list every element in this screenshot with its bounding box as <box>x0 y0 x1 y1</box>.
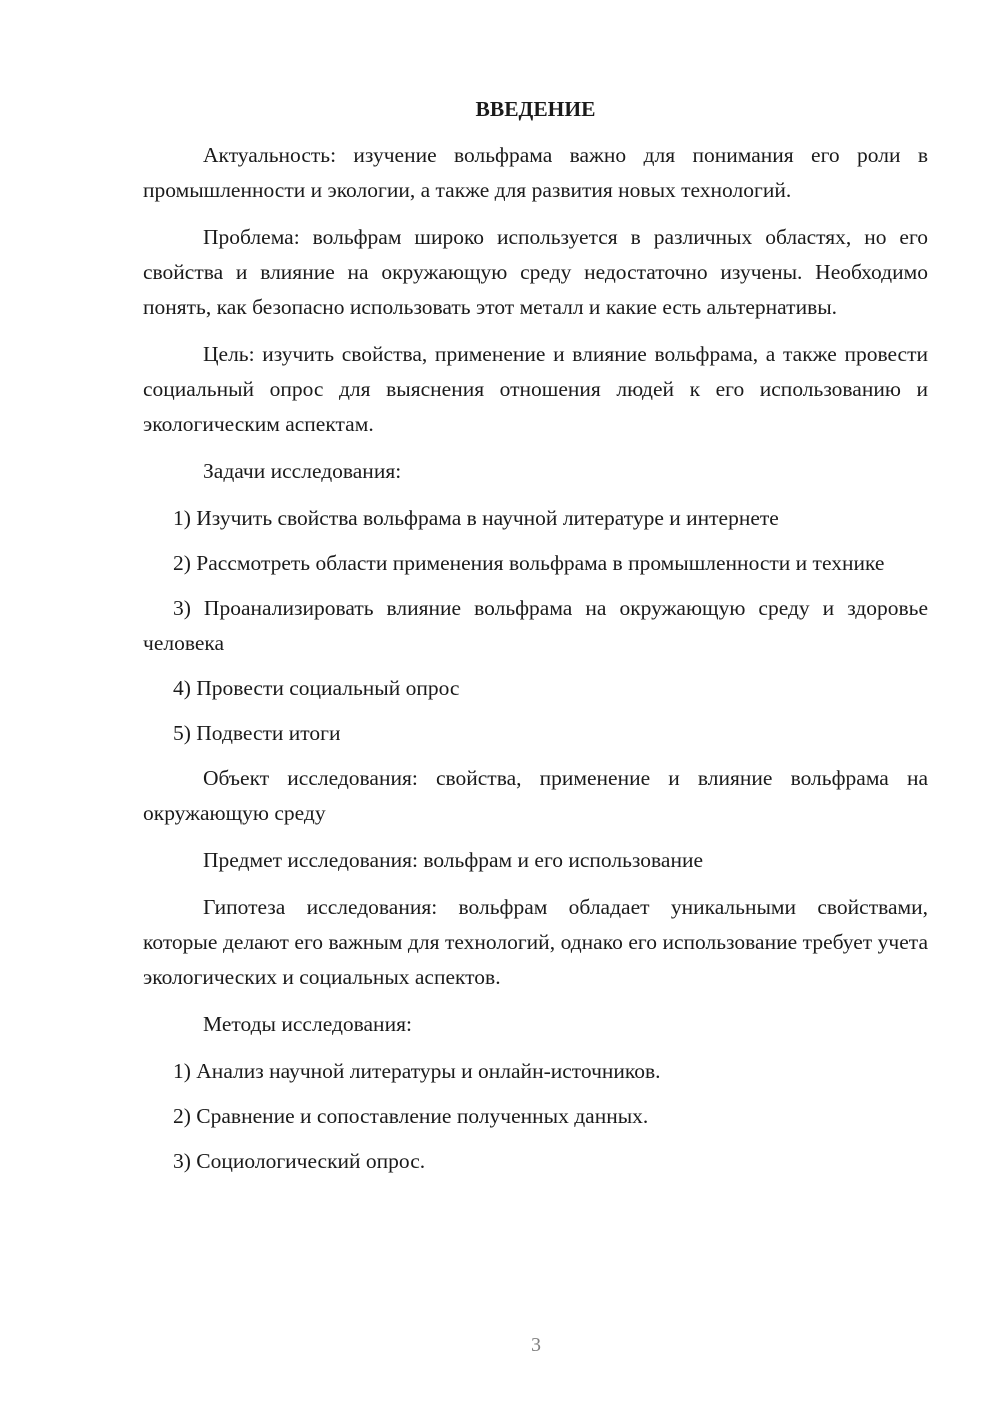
task-item: 2) Рассмотреть области применения вольфрама в промышленности и технике <box>173 551 885 575</box>
object-paragraph: Объект исследования: свойства, применение и влияние вольфрама на окружающую среду <box>143 766 928 825</box>
problem-paragraph: Проблема: вольфрам широко используется в различных областях, но его свойства и влияние на окружающую среду недостаточно изучены. Необходимо понять, как безопасно использовать этот металл и какие есть альтернативы. <box>143 225 928 319</box>
tasks-heading: Задачи исследования: <box>203 459 402 483</box>
document-body <box>143 92 928 1189</box>
method-item: 1) Анализ научной литературы и онлайн-источников. <box>173 1059 661 1083</box>
task-item: 4) Провести социальный опрос <box>173 676 460 700</box>
methods-heading: Методы исследования: <box>203 1012 412 1036</box>
relevance-paragraph: Актуальность: изучение вольфрама важно для понимания его роли в промышленности и экологии, а также для развития новых технологий. <box>143 143 928 202</box>
goal-paragraph: Цель: изучить свойства, применение и влияние вольфрама, а также провести социальный опрос для выяснения отношения людей к его использованию и экологическим аспектам. <box>143 342 928 436</box>
method-item: 3) Социологический опрос. <box>173 1149 426 1173</box>
method-item: 2) Сравнение и сопоставление полученных данных. <box>173 1104 649 1128</box>
task-item: 5) Подвести итоги <box>173 721 341 745</box>
task-item: 1) Изучить свойства вольфрама в научной литературе и интернете <box>173 506 779 530</box>
task-item: 3) Проанализировать влияние вольфрама на окружающую среду и здоровье человека <box>143 596 928 655</box>
page-title: ВВЕДЕНИЕ <box>475 97 596 121</box>
hypothesis-paragraph: Гипотеза исследования: вольфрам обладает уникальными свойствами, которые делают его важным для технологий, однако его использование требует учета экологических и социальных аспектов. <box>143 895 928 989</box>
subject-paragraph: Предмет исследования: вольфрам и его использование <box>203 848 704 872</box>
page-number: 3 <box>531 1334 541 1356</box>
